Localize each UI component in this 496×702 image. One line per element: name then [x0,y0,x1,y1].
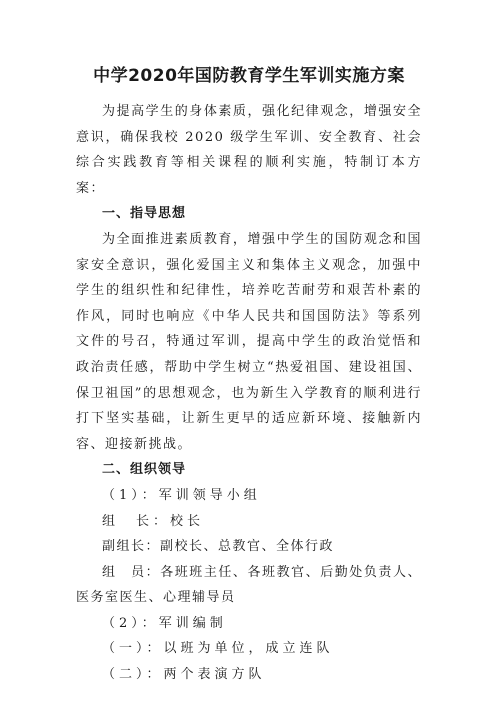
deputy-leader-line: 副组长：副校长、总教官、全体行政 [102,539,335,555]
members-line: 组 员：各班班主任、各班教官、后勤处负责人、医务室医生、心理辅导员 [76,564,422,606]
intro-paragraph: 为提高学生的身体素质，强化纪律观念，增强安全意识，确保我校 2020 级学生军训、安全教育、社会综合实践教育等相关课程的顺利实施，特制订本方案： [76,104,422,196]
guiding-ideology-paragraph: 为全面推进素质教育，增强中学生的国防观念和国家安全意识，强化爱国主义和集体主义观念，加强中学生的组织性和纪律性，培养吃苦耐劳和艰苦朴素的作风，同时也响应《中华人民共和国国防法》等系列文件的号召，特通过军训，提高中学生的政治觉悟和政治责任感，帮助中学生树立“热爱祖国、建设祖国、保卫祖国”的思想观念，也为新生入学教育的顺利进行打下坚实基础，让新生更早的适应新环境、接触新内容、迎接新挑战。 [76,231,422,452]
item-leadership-group: （1）：军训领导小组 [102,487,261,503]
sub-item-company: （一）：以班为单位，成立连队 [102,641,334,657]
item-training-organization: （2）：军训编制 [102,615,227,631]
section-heading-guiding-ideology: 一、指导思想 [102,206,187,222]
section-heading-organization: 二、组织领导 [102,462,187,478]
leader-line: 组 长：校长 [102,513,205,529]
document-title: 中学2020年国防教育学生军训实施方案 [93,66,405,86]
sub-item-demo-squads: （二）：两个表演方队 [102,667,266,683]
